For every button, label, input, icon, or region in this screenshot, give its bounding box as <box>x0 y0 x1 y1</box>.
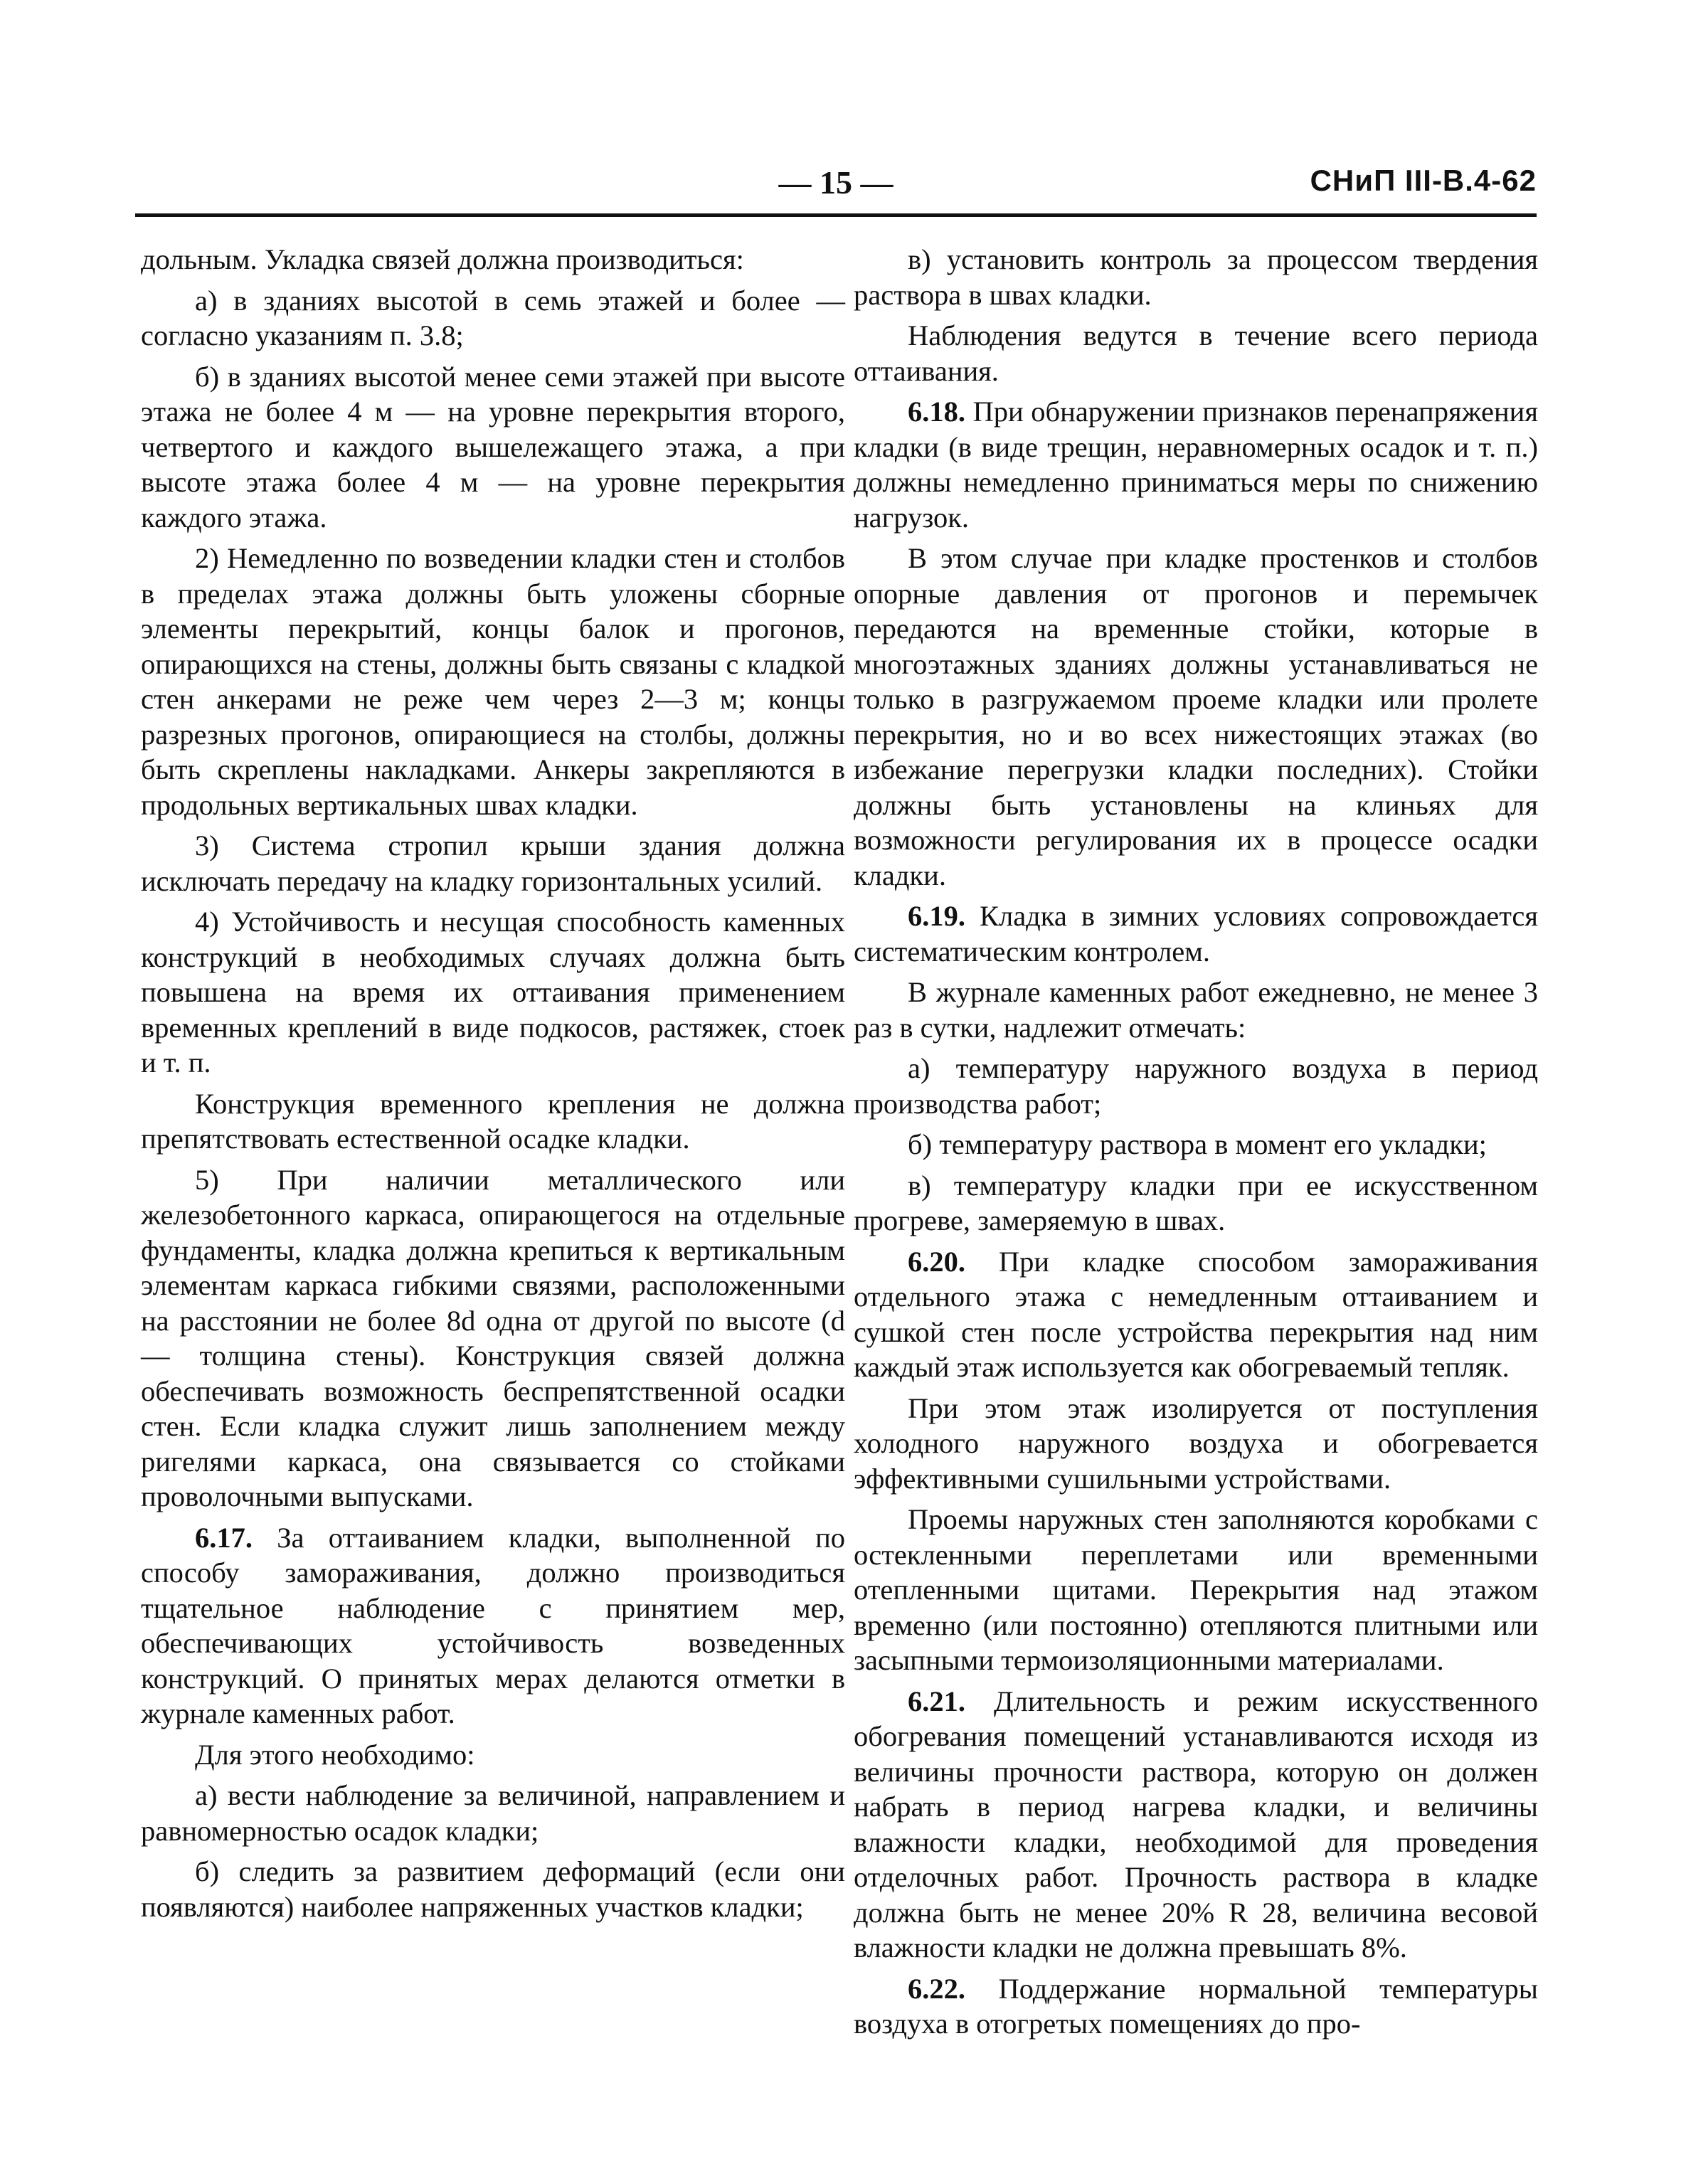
paragraph-text: дольным. Укладка связей должна производиться: <box>141 243 744 275</box>
paragraph <box>141 541 845 822</box>
paragraph-text: 5) При наличии металлического или железобетонного каркаса, опирающегося на отдельные фундаменты, кладка должна крепиться к вертикальным элементам каркаса гибкими связями, расположенными на расстоянии не более 8d одна от другой по высоте (d — толщина стены). Конструкция связей должна обеспечивать возможность беспрепятственной осадки стен. Если кладка служит лишь заполнением между ригелями каркаса, она связывается со стойками проволочными выпусками. <box>141 1163 845 1512</box>
clause-number: 6.18. <box>908 396 965 428</box>
paragraph-text: Наблюдения ведутся в течение всего периода оттаивания. <box>854 319 1538 387</box>
paragraph <box>854 898 1538 969</box>
paragraph-text: 4) Устойчивость и несущая способность каменных конструкций в необходимых случаях должна быть повышена на время их оттаивания применением временных креплений в виде подкосов, растяжек, стоек и т. п. <box>141 906 845 1078</box>
paragraph-text: 2) Немедленно по возведении кладки стен и столбов в пределах этажа должны быть уложены сборные элементы перекрытий, концы балок и прогонов, опирающихся на стены, должны быть связаны с кладкой стен анкерами не реже чем через 2—3 м; концы разрезных прогонов, опирающиеся на столбы, должны быть скреплены накладками. Анкеры закрепляются в продольных вертикальных швах кладки. <box>141 542 845 821</box>
paragraph <box>854 242 1538 312</box>
paragraph-text: б) температуру раствора в момент его укладки; <box>908 1128 1487 1160</box>
paragraph <box>854 318 1538 388</box>
clause-number: 6.19. <box>908 900 965 932</box>
document-code: СНиП III-В.4-62 <box>1310 164 1537 197</box>
paragraph <box>854 1502 1538 1678</box>
paragraph <box>854 1391 1538 1497</box>
paragraph-text: б) следить за развитием деформаций (если они появляются) наиболее напряженных участков кладки; <box>141 1855 845 1923</box>
paragraph-text: При обнаружении признаков перенапряжения кладки (в виде трещин, неравномерных осадок и т. п.) должны немедленно приниматься меры по снижению нагрузок. <box>854 396 1538 534</box>
paragraph <box>141 828 845 898</box>
paragraph <box>141 1854 845 1924</box>
paragraph <box>141 1778 845 1848</box>
paragraph-text: Для этого необходимо: <box>195 1738 475 1771</box>
paragraph-text: б) в зданиях высотой менее семи этажей при высоте этажа не более 4 м — на уровне перекрытия второго, четвертого и каждого вышележащего этажа, а при высоте этажа более 4 м — на уровне перекрытия каждого этажа. <box>141 360 845 534</box>
paragraph <box>141 1520 845 1732</box>
paragraph-text: В журнале каменных работ ежедневно, не менее 3 раз в сутки, надлежит отмечать: <box>854 976 1538 1044</box>
paragraph-text: 3) Система стропил крыши здания должна исключать передачу на кладку горизонтальных усилий. <box>141 829 845 897</box>
paragraph <box>854 1971 1538 2042</box>
paragraph-text: В этом случае при кладке простенков и столбов опорные давления от прогонов и перемычек передаются на временные стойки, которые в многоэтажных зданиях должны устанавливаться не только в разгружаемом проеме кладки или пролете перекрытия, но и во всех нижестоящих этажах (во избежание перегрузки кладки последних). Стойки должны быть установлены на клиньях для возможности регулирования их в процессе осадки кладки. <box>854 542 1538 891</box>
page-header <box>135 164 1537 206</box>
paragraph-text: Проемы наружных стен заполняются коробками с остекленными переплетами или временными отепленными щитами. Перекрытия над этажом временно (или постоянно) отепляются плитными или засыпными термоизоляционными материалами. <box>854 1503 1538 1676</box>
paragraph-text: При этом этаж изолируется от поступления холодного наружного воздуха и обогревается эффективными сушильными устройствами. <box>854 1391 1538 1495</box>
paragraph-text: в) установить контроль за процессом твердения раствора в швах кладки. <box>854 243 1538 311</box>
paragraph <box>141 242 845 277</box>
right-text-column <box>854 242 1538 2047</box>
paragraph-text: а) в зданиях высотой в семь этажей и более — согласно указаниям п. 3.8; <box>141 284 845 351</box>
clause-number: 6.22. <box>908 1972 965 2005</box>
paragraph <box>854 1684 1538 1966</box>
paragraph <box>141 283 845 354</box>
clause-number: 6.17. <box>195 1521 253 1554</box>
paragraph-text: За оттаиванием кладки, выполненной по способу замораживания, должно производиться тщательное наблюдение с принятием мер, обеспечивающих устойчивость возведенных конструкций. О принятых мерах делаются отметки в журнале каменных работ. <box>141 1521 845 1729</box>
paragraph-text: в) температуру кладки при ее искусственном прогреве, замеряемую в швах. <box>854 1169 1538 1236</box>
paragraph-text: Конструкция временного крепления не должна препятствовать естественной осадке кладки. <box>141 1087 845 1155</box>
left-text-column <box>141 242 845 1930</box>
paragraph <box>141 1162 845 1515</box>
paragraph <box>141 1737 845 1773</box>
paragraph <box>854 394 1538 535</box>
paragraph <box>854 541 1538 893</box>
paragraph <box>854 1168 1538 1239</box>
paragraph-text: Длительность и режим искусственного обогревания помещений устанавливаются исходя из величины прочности раствора, которую он должен набрать в период нагрева кладки, и величины влажности кладки, необходимой для проведения отделочных работ. Прочность раствора в кладке должна быть не менее 20% R 28, величина весовой влажности кладки не должна превышать 8%. <box>854 1685 1538 1963</box>
paragraph <box>141 1086 845 1157</box>
paragraph <box>141 359 845 536</box>
paragraph <box>854 1051 1538 1121</box>
paragraph <box>141 904 845 1081</box>
paragraph-text: При кладке способом замораживания отдельного этажа с немедленным оттаиванием и сушкой стен после устройства перекрытия над ним каждый этаж используется как обогреваемый тепляк. <box>854 1245 1538 1383</box>
paragraph-text: а) вести наблюдение за величиной, направлением и равномерностью осадок кладки; <box>141 1779 845 1847</box>
header-rule <box>135 213 1537 217</box>
clause-number: 6.20. <box>908 1245 965 1278</box>
paragraph <box>854 1244 1538 1385</box>
clause-number: 6.21. <box>908 1685 965 1717</box>
paragraph-text: Поддержание нормальной температуры воздуха в отогретых помещениях до про- <box>854 1972 1538 2040</box>
paragraph-text: а) температуру наружного воздуха в период производства работ; <box>854 1052 1538 1120</box>
paragraph-text: Кладка в зимних условиях сопровождается систематическим контролем. <box>854 900 1538 968</box>
page-number: — 15 — <box>778 164 893 201</box>
paragraph <box>854 975 1538 1045</box>
paragraph <box>854 1127 1538 1162</box>
